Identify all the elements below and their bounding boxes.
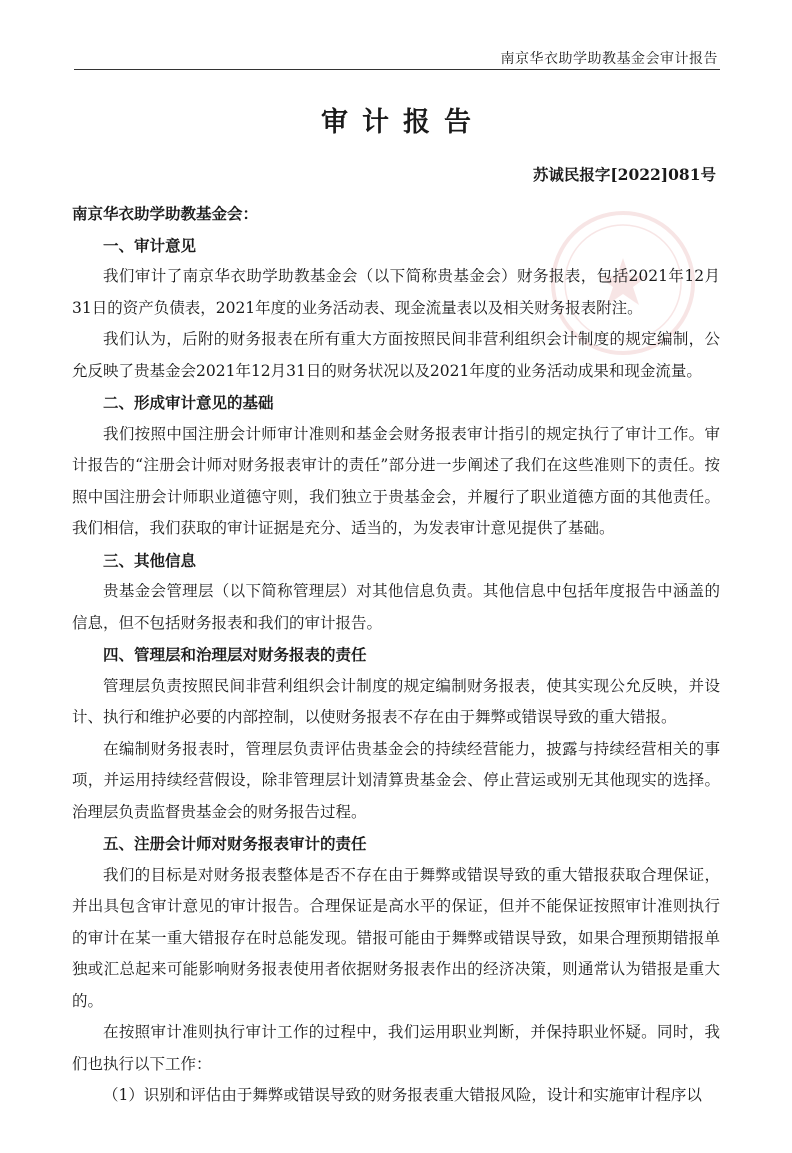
paragraph: 我们的目标是对财务报表整体是否不存在由于舞弊或错误导致的重大错报获取合理保证，并出具包含审计意见的审计报告。合理保证是高水平的保证，但并不能保证按照审计准则执行的审计在某一重大错报存在时总能发现。错报可能由于舞弊或错误导致，如果合理预期错报单独或汇总起来可能影响财务报表使用者依据财务报表作出的经济决策，则通常认为错报是重大的。 xyxy=(72,865,720,1010)
paragraph: 贵基金会管理层（以下简称管理层）对其他信息负责。其他信息中包括年度报告中涵盖的信息，但不包括财务报表和我们的审计报告。 xyxy=(72,582,720,632)
paragraph: 在按照审计准则执行审计工作的过程中，我们运用职业判断，并保持职业怀疑。同时，我们也执行以下工作： xyxy=(72,1023,720,1073)
section-heading: 三、其他信息 xyxy=(103,550,197,570)
header-rule xyxy=(74,69,720,70)
paragraph: 我们认为，后附的财务报表在所有重大方面按照民间非营利组织会计制度的规定编制，公允反映了贵基金会2021年12月31日的财务状况以及2021年度的业务活动成果和现金流量。 xyxy=(72,330,720,380)
list-item: （1）识别和评估由于舞弊或错误导致的财务报表重大错报风险，设计和实施审计程序以 xyxy=(103,1086,702,1104)
paragraph: 管理层负责按照民间非营利组织会计制度的规定编制财务报表，使其实现公允反映，并设计、执行和维护必要的内部控制，以使财务报表不存在由于舞弊或错误导致的重大错报。 xyxy=(72,676,720,726)
section-heading: 一、审计意见 xyxy=(103,235,197,255)
report-body xyxy=(72,198,720,1112)
section-heading: 二、形成审计意见的基础 xyxy=(103,393,274,412)
paragraph: 我们按照中国注册会计师审计准则和基金会财务报表审计指引的规定执行了审计工作。审计报告的“注册会计师对财务报表审计的责任”部分进一步阐述了我们在这些准则下的责任。按照中国注册会计师职业道德守则，我们独立于贵基金会，并履行了职业道德方面的其他责任。我们相信，我们获取的审计证据是充分、适当的，为发表审计意见提供了基础。 xyxy=(72,424,720,537)
running-header: 南京华衣助学助教基金会审计报告 xyxy=(500,51,718,67)
addressee: 南京华衣助学助教基金会： xyxy=(72,204,259,223)
report-number: 苏诚民报字[2022]081号 xyxy=(532,165,716,184)
section-heading: 五、注册会计师对财务报表审计的责任 xyxy=(103,834,367,853)
paragraph: 我们审计了南京华衣助学助教基金会（以下简称贵基金会）财务报表，包括2021年12月31日的资产负债表，2021年度的业务活动表、现金流量表以及相关财务报表附注。 xyxy=(72,267,720,317)
paragraph: 在编制财务报表时，管理层负责评估贵基金会的持续经营能力，披露与持续经营相关的事项，并运用持续经营假设，除非管理层计划清算贵基金会、停止营运或别无其他现实的选择。治理层负责监督贵基金会的财务报告过程。 xyxy=(72,739,720,821)
section-heading: 四、管理层和治理层对财务报表的责任 xyxy=(103,645,367,664)
page-title: 审计报告 xyxy=(321,107,485,138)
